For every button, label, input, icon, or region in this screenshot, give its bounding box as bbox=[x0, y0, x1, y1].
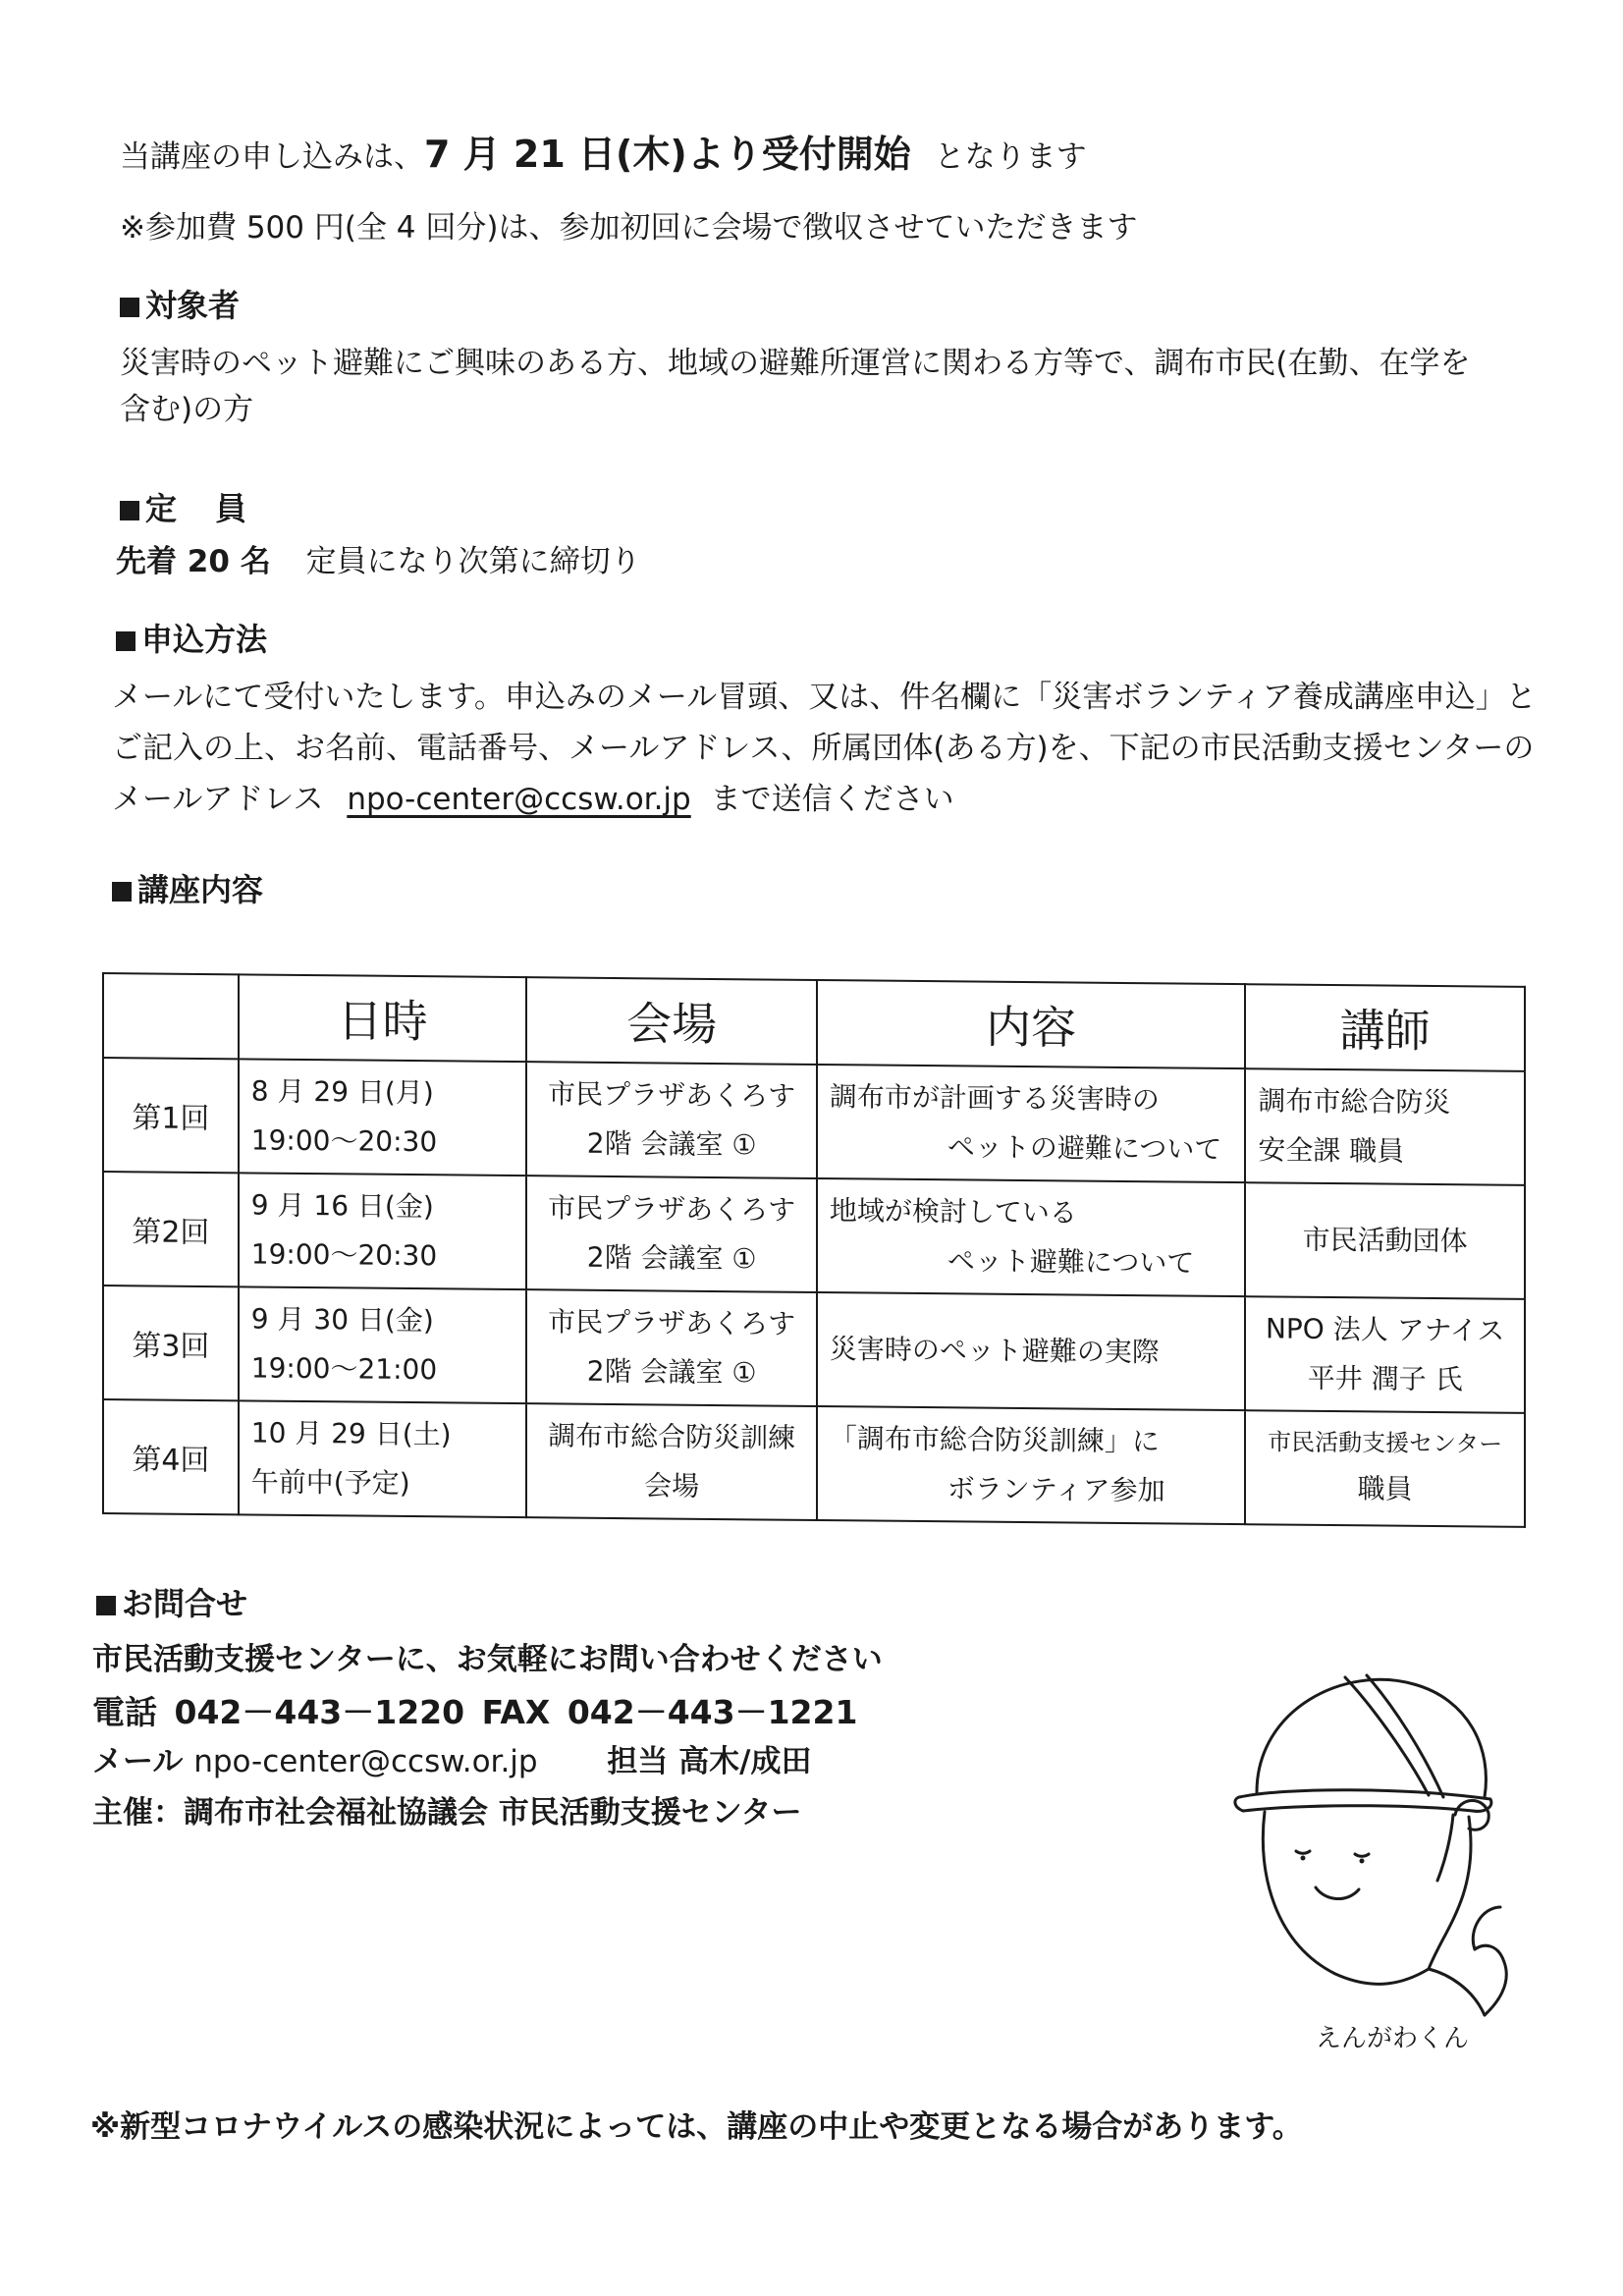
course-table bbox=[102, 972, 1526, 1528]
round-label: 第3回 bbox=[103, 1285, 239, 1400]
square-bullet-icon bbox=[120, 501, 139, 520]
contact-line-1: 市民活動支援センターに、お気軽にお問い合わせください bbox=[92, 1642, 883, 1677]
target-heading: 対象者 bbox=[120, 285, 240, 327]
table-row bbox=[103, 1172, 1525, 1299]
datetime-cell: 9 月 16 日(金) 19:00～20:30 bbox=[239, 1173, 527, 1289]
datetime-cell: 9 月 30 日(金) 19:00～21:00 bbox=[239, 1286, 527, 1403]
lecturer-cell: NPO 法人 アナイス 平井 潤子 氏 bbox=[1245, 1296, 1525, 1413]
venue-cell: 市民プラザあくろす 2階 会議室 ① bbox=[526, 1175, 817, 1292]
contact-staff: 担当 高木/成田 bbox=[607, 1744, 812, 1779]
mascot-eye-right bbox=[1360, 1859, 1365, 1864]
table-row bbox=[103, 1058, 1525, 1185]
contact-phone: 電話 042－443－1220 FAX 042－443－1221 bbox=[92, 1693, 858, 1731]
capacity-line bbox=[116, 542, 641, 583]
intro-pre: 当講座の申し込みは、 bbox=[120, 139, 424, 175]
content-cell: 災害時のペット避難の実際 bbox=[817, 1292, 1245, 1410]
square-bullet-icon bbox=[96, 1596, 116, 1615]
application-line-2: ご記入の上、お名前、電話番号、メールアドレス、所属団体(ある方)を、下記の市民活動支援センターの bbox=[112, 731, 1535, 766]
table-row bbox=[103, 1399, 1525, 1527]
venue-cell: 市民プラザあくろす 2階 会議室 ① bbox=[526, 1062, 817, 1178]
application-heading: 申込方法 bbox=[116, 619, 267, 661]
application-line-1: メールにて受付いたします。申込みのメール冒頭、又は、件名欄に「災害ボランティア養成講座申込」と bbox=[112, 680, 1537, 715]
contact-heading: お問合せ bbox=[96, 1583, 247, 1625]
venue-cell: 調布市総合防災訓練 会場 bbox=[526, 1403, 817, 1520]
datetime-cell: 10 月 29 日(土) 午前中(予定) bbox=[239, 1400, 527, 1517]
lecturer-cell: 市民活動支援センター 職員 bbox=[1245, 1410, 1525, 1527]
capacity-heading: 定 員 bbox=[120, 488, 260, 530]
application-email-link[interactable]: npo-center@ccsw.or.jp bbox=[347, 782, 691, 817]
mascot-enngawa-kun-illustration bbox=[1227, 1650, 1522, 2023]
capacity-text: 定員になり次第に締切り bbox=[305, 544, 641, 579]
intro-post: となります bbox=[934, 139, 1087, 175]
lecturer-cell: 調布市総合防災 安全課 職員 bbox=[1245, 1068, 1525, 1185]
header-blank bbox=[103, 973, 239, 1059]
capacity-count: 先着 20 名 bbox=[116, 544, 271, 579]
contact-mail-line: メール npo-center@ccsw.or.jp 担当 高木/成田 bbox=[92, 1744, 812, 1779]
header-datetime: 日時 bbox=[239, 974, 527, 1062]
lecturer-cell: 市民活動団体 bbox=[1245, 1182, 1525, 1299]
covid-notice: ※新型コロナウイルスの感染状況によっては、講座の中止や変更となる場合があります。 bbox=[90, 2109, 1303, 2145]
contact-organizer: 主催：調布市社会福祉協議会 市民活動支援センター bbox=[92, 1795, 802, 1831]
datetime-cell: 8 月 29 日(月) 19:00～20:30 bbox=[239, 1059, 527, 1175]
content-cell: 調布市が計画する災害時の ペットの避難について bbox=[817, 1065, 1245, 1182]
table-row bbox=[103, 1285, 1525, 1413]
course-heading: 講座内容 bbox=[112, 869, 263, 911]
mascot-eye-left bbox=[1301, 1856, 1306, 1861]
header-content: 内容 bbox=[817, 980, 1245, 1068]
application-line-3: メールアドレス npo-center@ccsw.or.jp まで送信ください bbox=[112, 782, 954, 817]
round-label: 第4回 bbox=[103, 1399, 239, 1514]
venue-cell: 市民プラザあくろす 2階 会議室 ① bbox=[526, 1289, 817, 1406]
target-line-2: 含む)の方 bbox=[120, 392, 254, 427]
header-venue: 会場 bbox=[526, 977, 817, 1065]
content-cell: 地域が検討している ペット避難について bbox=[817, 1178, 1245, 1296]
content-cell: 「調布市総合防災訓練」に ボランティア参加 bbox=[817, 1406, 1245, 1524]
fee-note: ※参加費 500 円(全 4 回分)は、参加初回に会場で徴収させていただきます bbox=[120, 210, 1138, 246]
mascot-caption: えんがわくん bbox=[1316, 2024, 1470, 2053]
round-label: 第1回 bbox=[103, 1058, 239, 1173]
header-lecturer: 講師 bbox=[1245, 984, 1525, 1071]
square-bullet-icon bbox=[112, 882, 132, 902]
square-bullet-icon bbox=[116, 631, 135, 651]
round-label: 第2回 bbox=[103, 1172, 239, 1286]
contact-email-link[interactable]: npo-center@ccsw.or.jp bbox=[193, 1744, 538, 1779]
intro-line bbox=[120, 130, 1087, 180]
square-bullet-icon bbox=[120, 298, 139, 317]
intro-start-date: 7 月 21 日(木)より受付開始 bbox=[424, 133, 911, 176]
table-header-row bbox=[103, 973, 1525, 1071]
target-line-1: 災害時のペット避難にご興味のある方、地域の避難所運営に関わる方等で、調布市民(在勤、在学を bbox=[120, 346, 1471, 381]
